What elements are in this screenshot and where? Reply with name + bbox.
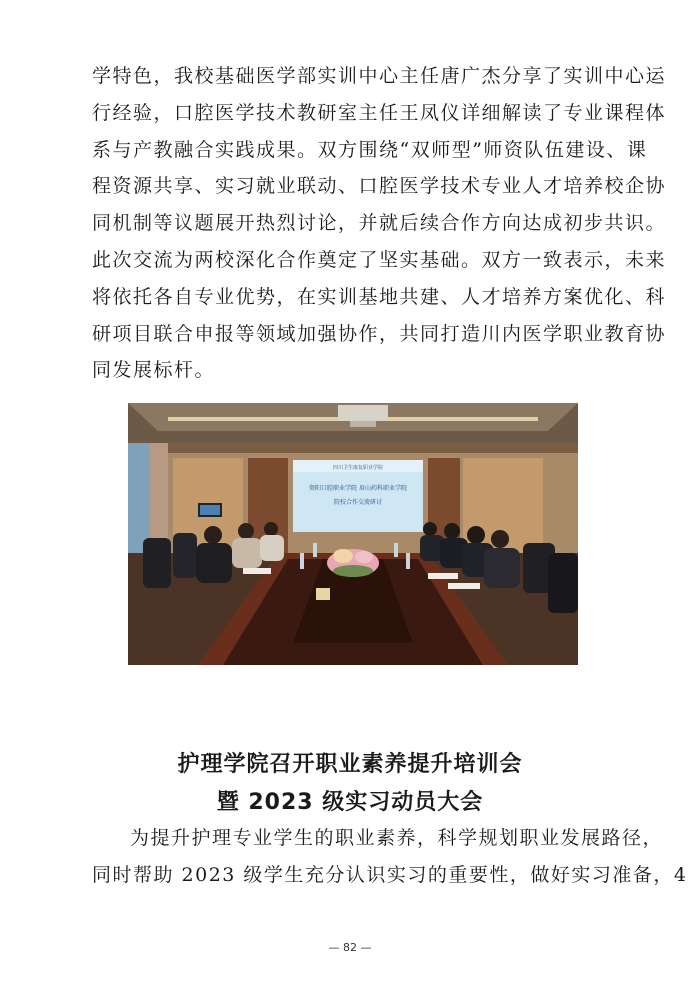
text-line: 为提升护理专业学生的职业素养，科学规划职业发展路径， (130, 827, 664, 849)
text-line: 将依托各自专业优势，在实训基地共建、人才培养方案优化、科 (92, 285, 667, 308)
text-line: 学特色，我校基础医学部实训中心主任唐广杰分享了实训中心运 (92, 65, 667, 87)
article-paragraph (92, 820, 688, 894)
article-heading-line2: 暨 2023 级实习动员大会 (216, 790, 484, 815)
article-heading-line1: 护理学院召开职业素养提升培训会 (177, 752, 523, 777)
meeting-photo (128, 403, 578, 665)
page-number: — 82 — (328, 941, 372, 954)
text-line: 系与产教融合实践成果。双方围绕“双师型”师资队伍建设、课 (92, 138, 648, 161)
screen-subtitle-text: 院校合作交流研讨 (333, 499, 383, 506)
article-paragraph-continued (92, 58, 667, 389)
text-line: 此次交流为两校深化合作奠定了坚实基础。双方一致表示，未来 (92, 248, 667, 271)
screen-header-text: 四川卫生康复职业学院 (332, 465, 384, 471)
text-line: 研项目联合申报等领域加强协作，共同打造川内医学职业教育协 (92, 322, 667, 345)
text-line: 行经验，口腔医学技术教研室主任王凤仪详细解读了专业课程体 (92, 101, 667, 124)
text-line: 同时帮助 2023 级学生充分认识实习的重要性，做好实习准备，4 (92, 863, 688, 886)
text-line: 程资源共享、实习就业联动、口腔医学技术专业人才培养校企协 (92, 175, 667, 198)
text-line: 同发展标杆。 (92, 359, 216, 382)
screen-title-text: 资阳口腔职业学院 眉山药科职业学院 (309, 485, 407, 492)
text-line: 同机制等议题展开热烈讨论，并就后续合作方向达成初步共识。 (92, 212, 667, 235)
